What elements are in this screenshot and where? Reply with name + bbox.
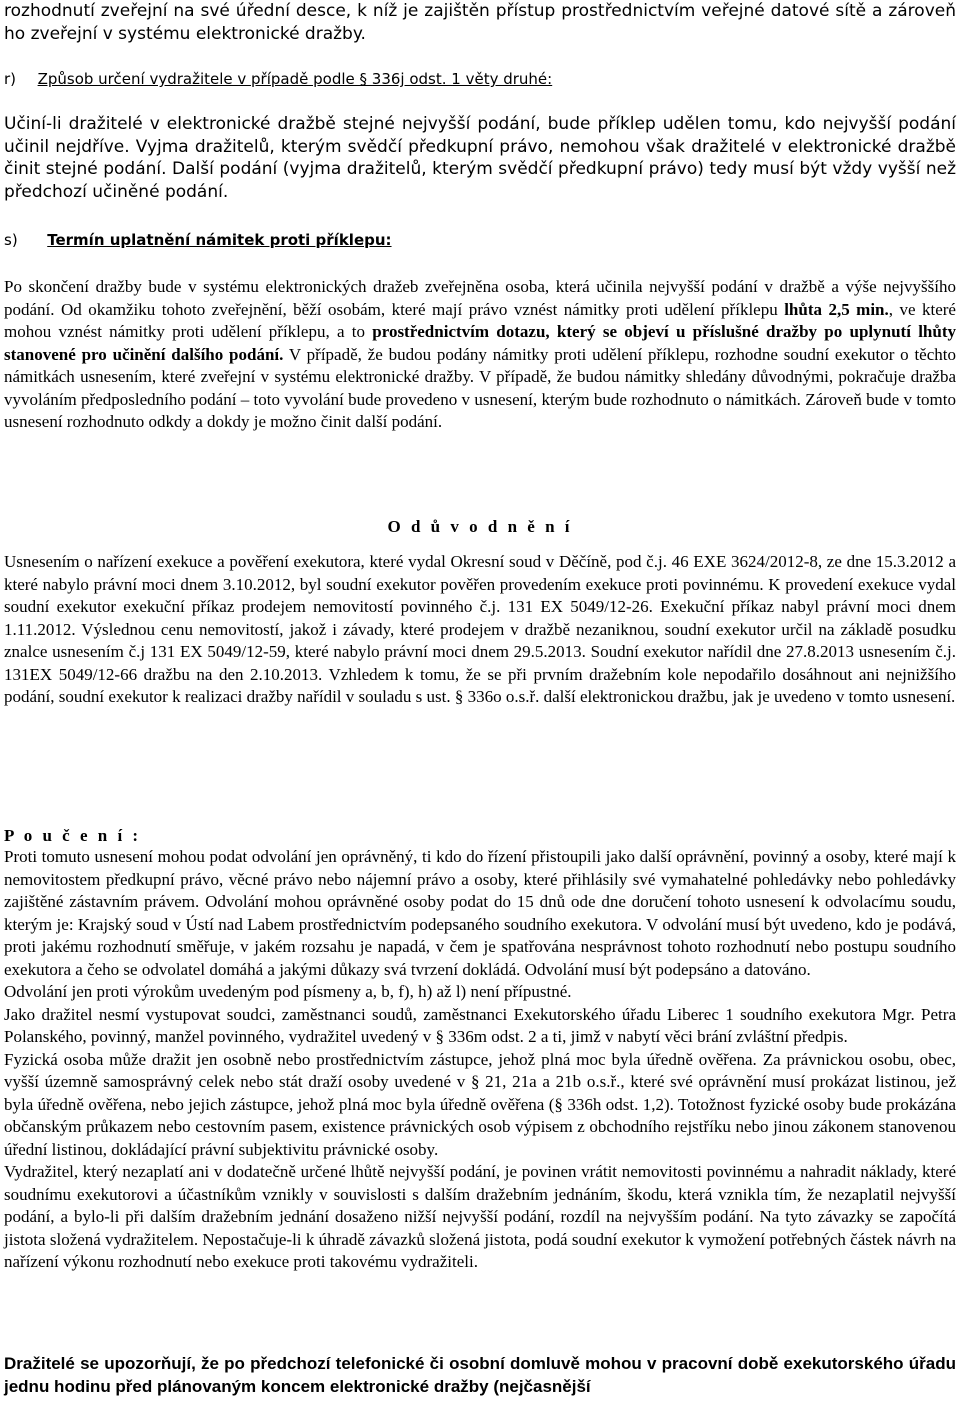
section-r-paragraph: Učiní-li dražitelé v elektronické dražbě stejné nejvyšší podání, bude příklep udělen tomu, kdo nejvyšší podání učinil nejdříve. Vyjma dražitelů, kterým svědčí předkupní právo, nemohou však dražitelé v elektronické dražbě činit stejné podání. Další podání (vyjma dražitelů, kterým svědčí předkupní právo) tedy musí být vždy vyšší než předchozí učiněné podání. xyxy=(4,114,956,202)
oduvodneni-paragraph: Usnesením o nařízení exekuce a pověření exekutora, které vydal Okresní soud v Děčíně, pod č.j. 46 EXE 3624/2012-8, ze dne 15.3.2012 a které nabylo právní moci dnem 3.10.2012, byl soudní exekutor pověřen provedením exekuce proti povinnému. K provedení exekuce vydal soudní exekutor exekuční příkaz prodejem nemovitostí povinného č.j. 131 EX 5049/12-26. Exekuční příkaz nabyl právní moci dnem 1.11.2012. Výslednou cenu nemovitostí, jakož i závady, které prodejem v dražbě nezaniknou, soudní exekutor určil na základě posudku znalce usnesením č.j 131 EX 5049/12-59, které nabylo právní moci dnem 29.5.2013. Soudní exekutor nařídil dne 27.8.2013 usnesením č.j. 131EX 5049/12-66 dražbu na den 2.10.2013. Vzhledem k tomu, že se při prvním dražebním kole nepodařilo dosáhnout ani nejnižšího podání, soudní exekutor k realizaci dražby nařídil v souladu s ust. § 336o o.s.ř. další elektronickou dražbu, jak je uvedeno v tomto usnesení. xyxy=(4,552,956,706)
pouceni-paragraph-3: Jako dražitel nesmí vystupovat soudci, zaměstnanci soudů, zaměstnanci Exekutorského úřadu Liberec 1 soudního exekutora Mgr. Petra Polanského, povinný, manžel povinného, vydražitel uvedený v § 336m odst. 2 a ti, jimž v nabytí věci brání zvláštní předpis. xyxy=(4,1004,956,1046)
section-r-title: Způsob určení vydražitele v případě podle § 336j odst. 1 věty druhé: xyxy=(37,70,553,88)
objection-deadline: lhůta 2,5 min. xyxy=(784,299,889,319)
pouceni-paragraph-4: Fyzická osoba může dražit jen osobně nebo prostřednictvím zástupce, jehož plná moc byla úředně ověřena. Za právnickou osobu, obec, vyšší územně samosprávný celek nebo stát draží osoby uvedené v § 21, 21a a 21b o.s.ř., které své oprávnění musí prokázat listinou, jež byla úředně ověřena, nebo jejich zástupce, jehož plná moc byla úředně ověřena (§ 336h odst. 1,2). Totožnost fyzické osoby bude prokázána občanským průkazem nebo cestovním pasem, existence právnických osob výpisem z obchodního rejstříku nebo jinou zákonem stanovenou úřední listinou, dokládající právní subjektivitu právnické osoby. xyxy=(4,1049,956,1159)
section-r-heading xyxy=(4,70,956,88)
section-s-paragraph xyxy=(4,276,956,434)
pouceni-paragraph-1: Proti tomuto usnesení mohou podat odvolání jen oprávněný, ti kdo do řízení přistoupili jako další oprávnění, povinný a osoby, které mají k nemovitostem předkupní právo, věcné právo nebo nájemní právo a osoby, které přihlásily své vymahatelné pohledávky nebo pohledávky zajištěné zástavním právem. Odvolání mohou oprávněné osoby podat do 15 dnů ode dne doručení tohoto usnesení k odvolacímu soudu, kterým je: Krajský soud v Ústí nad Labem prostřednictvím podepsaného soudního exekutora. V odvolání musí být uvedeno, kdo je podává, proti jakému rozhodnutí směřuje, v jakém rozsahu je napadá, v čem je spatřována nesprávnost tohoto rozhodnutí nebo postupu soudního exekutora a čeho se odvolatel domáhá a jakými důkazy svá tvrzení dokládá. Odvolání musí být podepsáno a datováno. xyxy=(4,847,956,979)
section-s-text-1: Po skončení dražby bude v systému elektronických dražeb zveřejněna osoba, která učinila nejvyšší podání v dražbě a výše nejvyššího podání. Od okamžiku tohoto zveřejnění, běží osobám, které mají právo vznést námitky proti udělení příklepu xyxy=(4,277,956,319)
section-s-text-2: , ve které mohou vznést námitky proti udělení příklepu, a to xyxy=(4,299,956,341)
section-s-title: Termín uplatnění námitek proti příklepu: xyxy=(47,231,392,249)
pouceni-paragraph-2: Odvolání jen proti výrokům uvedeným pod písmeny a, b, f), h) až l) není přípustné. xyxy=(4,982,572,1001)
pouceni-heading: P o u č e n í : xyxy=(4,826,142,845)
objection-method: prostřednictvím dotazu, který se objeví u příslušné dražby po uplynutí lhůty stanovené pro učinění dalšího podání. xyxy=(4,322,956,364)
section-s-text-3: V případě, že budou podány námitky proti udělení příklepu, rozhodne soudní exekutor o těchto námitkách usnesením, které zveřejní v systému elektronické dražby. V případě, že budou námitky shledány důvodnými, pokračuje dražba vyvoláním předposledního podání – toto vyvolání bude provedeno v usnesení, kterým bude rozhodnuto o námitkách. Zároveň bude v tomto usnesení rozhodnuto odkdy a dokdy je možno činit další podání. xyxy=(4,344,956,431)
intro-paragraph: rozhodnutí zveřejní na své úřední desce, k níž je zajištěn přístup prostřednictvím veřejné datové sítě a zároveň ho zveřejní v systému elektronické dražby. xyxy=(4,1,956,44)
pouceni-paragraph-5: Vydražitel, který nezaplatí ani v dodatečně určené lhůtě nejvyšší podání, je povinen vrátit nemovitosti povinnému a nahradit náklady, které soudnímu exekutorovi a účastníkům vznikly v souvislosti s dalším dražebním jednáním, škodu, která vznikla tím, že nezaplatil nejvyšší podání, a bylo-li při dalším dražebním jednání dosaženo nižší nejvyšší podání, rozdíl na nejvyšším podání. Na tyto závazky se započítá jistota složená vydražitelem. Nepostačuje-li k úhradě závazků složená jistota, podá soudní exekutor k vymožení potřebných částek návrh na nařízení výkonu rozhodnutí nebo exekuce proti takovému vydražiteli. xyxy=(4,1162,956,1271)
section-s-letter: s) xyxy=(4,231,18,249)
oduvodneni-heading: O d ů v o d n ě n í xyxy=(387,517,573,536)
pouceni-body xyxy=(4,846,956,1274)
section-r-letter: r) xyxy=(4,70,17,88)
bidder-warning: Dražitelé se upozorňují, že po předchozí telefonické či osobní domluvě mohou v pracovní době exekutorského úřadu jednu hodinu před plánovaným koncem elektronické dražby (nejčasnější xyxy=(4,1354,956,1396)
section-s-heading xyxy=(4,231,956,249)
